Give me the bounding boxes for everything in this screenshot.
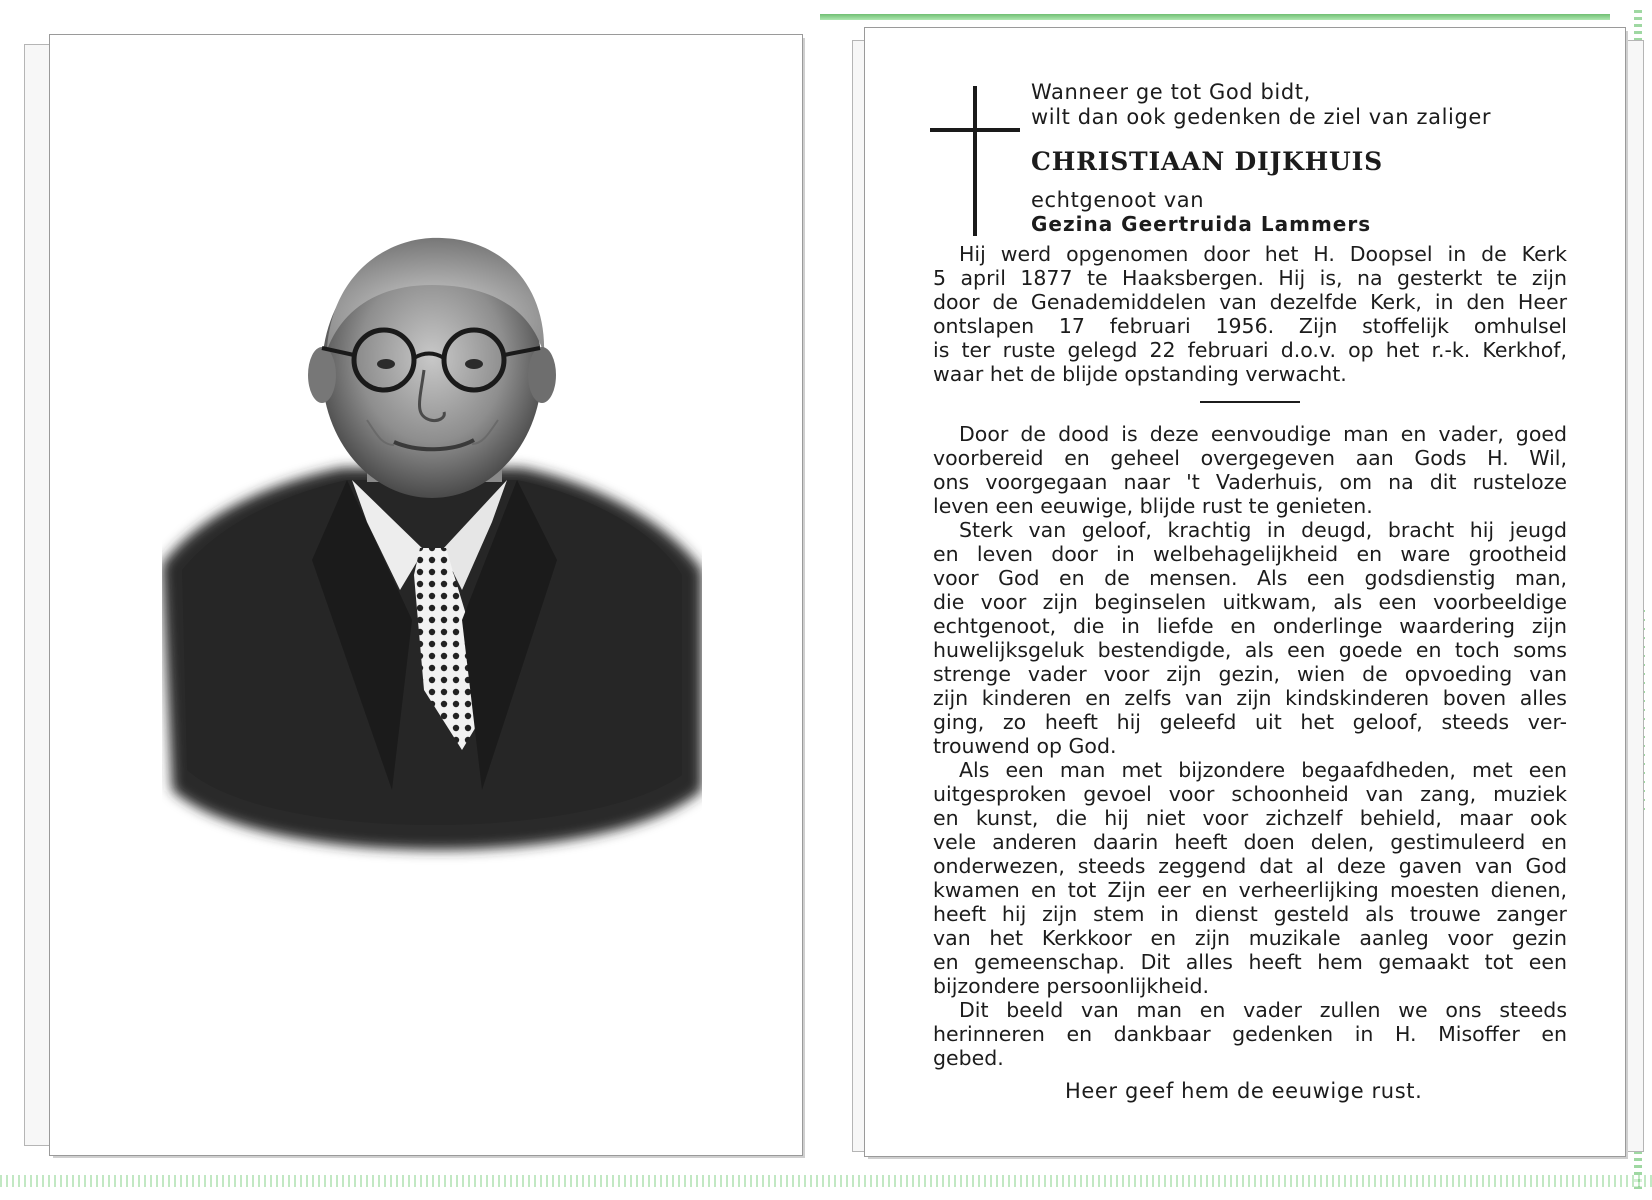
text-line: uitgesproken gevoel voor schoonheid van zang, muziek [933, 782, 1567, 806]
text-line: kwamen en tot Zijn eer en verheerlijking moesten dienen, [933, 878, 1567, 902]
text-line: Sterk van geloof, krachtig in deugd, bracht hij jeugd [959, 518, 1567, 542]
biography-paragraph [933, 242, 1567, 386]
text-line: en gemeenschap. Dit alles heeft hem gemaakt tot een [933, 950, 1567, 974]
portrait-photo [162, 230, 702, 870]
text-line: gebed. [933, 1046, 1004, 1070]
text-line: huwelijksgeluk bestendigde, als een goede en toch soms [933, 638, 1567, 662]
text-line: en kunst, die hij niet voor zichzelf behield, maar ook [933, 806, 1567, 830]
spouse-name: Gezina Geertruida Lammers [1031, 212, 1372, 236]
scanner-edge-top [820, 14, 1610, 20]
eulogy-paragraph [933, 422, 1567, 1070]
text-line: bijzondere persoonlijkheid. [933, 974, 1210, 998]
deceased-name: CHRISTIAAN DIJKHUIS [1031, 147, 1383, 176]
text-line: Door de dood is deze eenvoudige man en vader, goed [959, 422, 1567, 446]
text-line: Als een man met bijzondere begaafdheden, met een [959, 758, 1567, 782]
text-line: onderwezen, steeds zeggend dat al deze gaven van God [933, 854, 1567, 878]
text-line: ontslapen 17 februari 1956. Zijn stoffelijk omhulsel [933, 314, 1567, 338]
text-line: van het Kerkkoor en zijn muzikale aanleg voor gezin [933, 926, 1567, 950]
text-line: voorbereid en geheel overgegeven aan Gods H. Wil, [933, 446, 1567, 470]
text-line: voor God en de mensen. Als een godsdienstig man, [933, 566, 1567, 590]
text-line: Dit beeld van man en vader zullen we ons steeds [959, 998, 1567, 1022]
scanner-edge-bottom [0, 1175, 1652, 1187]
text-line: Hij werd opgenomen door het H. Doopsel in de Kerk [959, 242, 1567, 266]
text-line: waar het de blijde opstanding verwacht. [933, 362, 1347, 386]
text-line: ging, zo heeft hij geleefd uit het geloof, steeds ver- [933, 710, 1567, 734]
text-line: trouwend op God. [933, 734, 1117, 758]
text-line: is ter ruste gelegd 22 februari d.o.v. op het r.-k. Kerkhof, [933, 338, 1567, 362]
divider-rule [1200, 401, 1300, 403]
text-line: 5 april 1877 te Haaksbergen. Hij is, na gesterkt te zijn [933, 266, 1567, 290]
text-line: zijn kinderen en zelfs van zijn kindskinderen boven alles [933, 686, 1567, 710]
spouse-label: echtgenoot van [1031, 188, 1205, 212]
text-line: en leven door in welbehagelijkheid en ware grootheid [933, 542, 1567, 566]
text-line: ons voorgegaan naar 't Vaderhuis, om na dit rusteloze [933, 470, 1567, 494]
text-line: leven een eeuwige, blijde rust te genieten. [933, 494, 1373, 518]
text-line: strenge vader voor zijn gezin, wien de opvoeding van [933, 662, 1567, 686]
text-line: echtgenoot, die in liefde en onderlinge waardering zijn [933, 614, 1567, 638]
text-line: herinneren en dankbaar gedenken in H. Misoffer en [933, 1022, 1567, 1046]
text-line: die voor zijn beginselen uitkwam, als een voorbeeldige [933, 590, 1567, 614]
intro-line-2: wilt dan ook gedenken de ziel van zaliger [1031, 105, 1492, 129]
text-line: door de Genademiddelen van dezelfde Kerk, in den Heer [933, 290, 1567, 314]
text-line: heeft hij zijn stem in dienst gesteld als trouwe zanger [933, 902, 1567, 926]
text-line: vele anderen daarin heeft doen delen, gestimuleerd en [933, 830, 1567, 854]
intro-line-1: Wanneer ge tot God bidt, [1031, 80, 1311, 104]
closing-prayer: Heer geef hem de eeuwige rust. [1065, 1079, 1423, 1103]
cross-icon [930, 86, 1020, 236]
